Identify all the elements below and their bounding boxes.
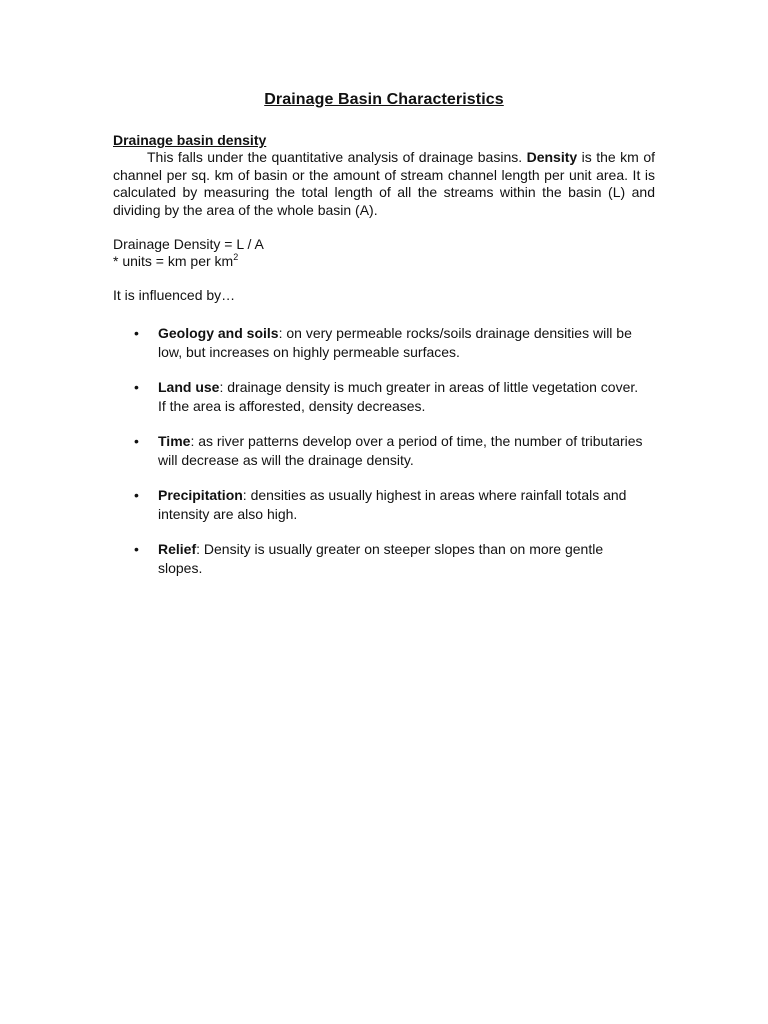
list-item [113,540,648,577]
density-formula: Drainage Density = L / A [113,236,264,252]
intro-paragraph [113,149,655,219]
factor-description: : Density is usually greater on steeper slopes than on more gentle slopes. [158,541,604,576]
intro-bold-term: Density [526,149,578,165]
factor-term: Time [158,433,191,449]
list-item [113,486,648,523]
list-item [113,432,648,469]
intro-text-start: This falls under the quantitative analysis of drainage basins. [147,149,527,165]
factor-description: : on very permeable rocks/soils drainage densities will be low, but increases on highly permeable surfaces. [158,325,632,360]
document-body [113,88,655,594]
factor-term: Geology and soils [158,325,279,341]
bullet-icon: • [134,433,139,449]
factor-term: Relief [158,541,197,557]
factor-description: : as river patterns develop over a period of time, the number of tributaries will decrease as will the drainage density. [158,433,643,468]
units-superscript: 2 [233,252,239,262]
section-heading: Drainage basin density [113,132,267,148]
factor-description: : densities as usually highest in areas where rainfall totals and intensity are also high. [158,487,627,522]
factor-list [113,324,655,577]
factor-term: Land use [158,379,220,395]
list-item [113,324,648,361]
document-title: Drainage Basin Characteristics [264,91,504,108]
factor-term: Precipitation [158,487,243,503]
factor-description: : drainage density is much greater in areas of little vegetation cover. If the area is afforested, density decreases. [158,379,639,414]
bullet-icon: • [134,487,139,503]
intro-text-end: is the km of channel per sq. km of basin or the amount of stream channel length per unit area. It is calculated by measuring the total length of all the streams within the basin (L) and dividing by the area of the whole basin (A). [113,149,655,218]
bullet-icon: • [134,325,139,341]
bullet-icon: • [134,379,139,395]
units-text: * units = km per km [113,253,234,269]
units-line [113,253,655,270]
list-item [113,378,648,415]
influenced-by-line: It is influenced by… [113,287,236,303]
formula-block [113,236,655,270]
bullet-icon: • [134,541,139,557]
